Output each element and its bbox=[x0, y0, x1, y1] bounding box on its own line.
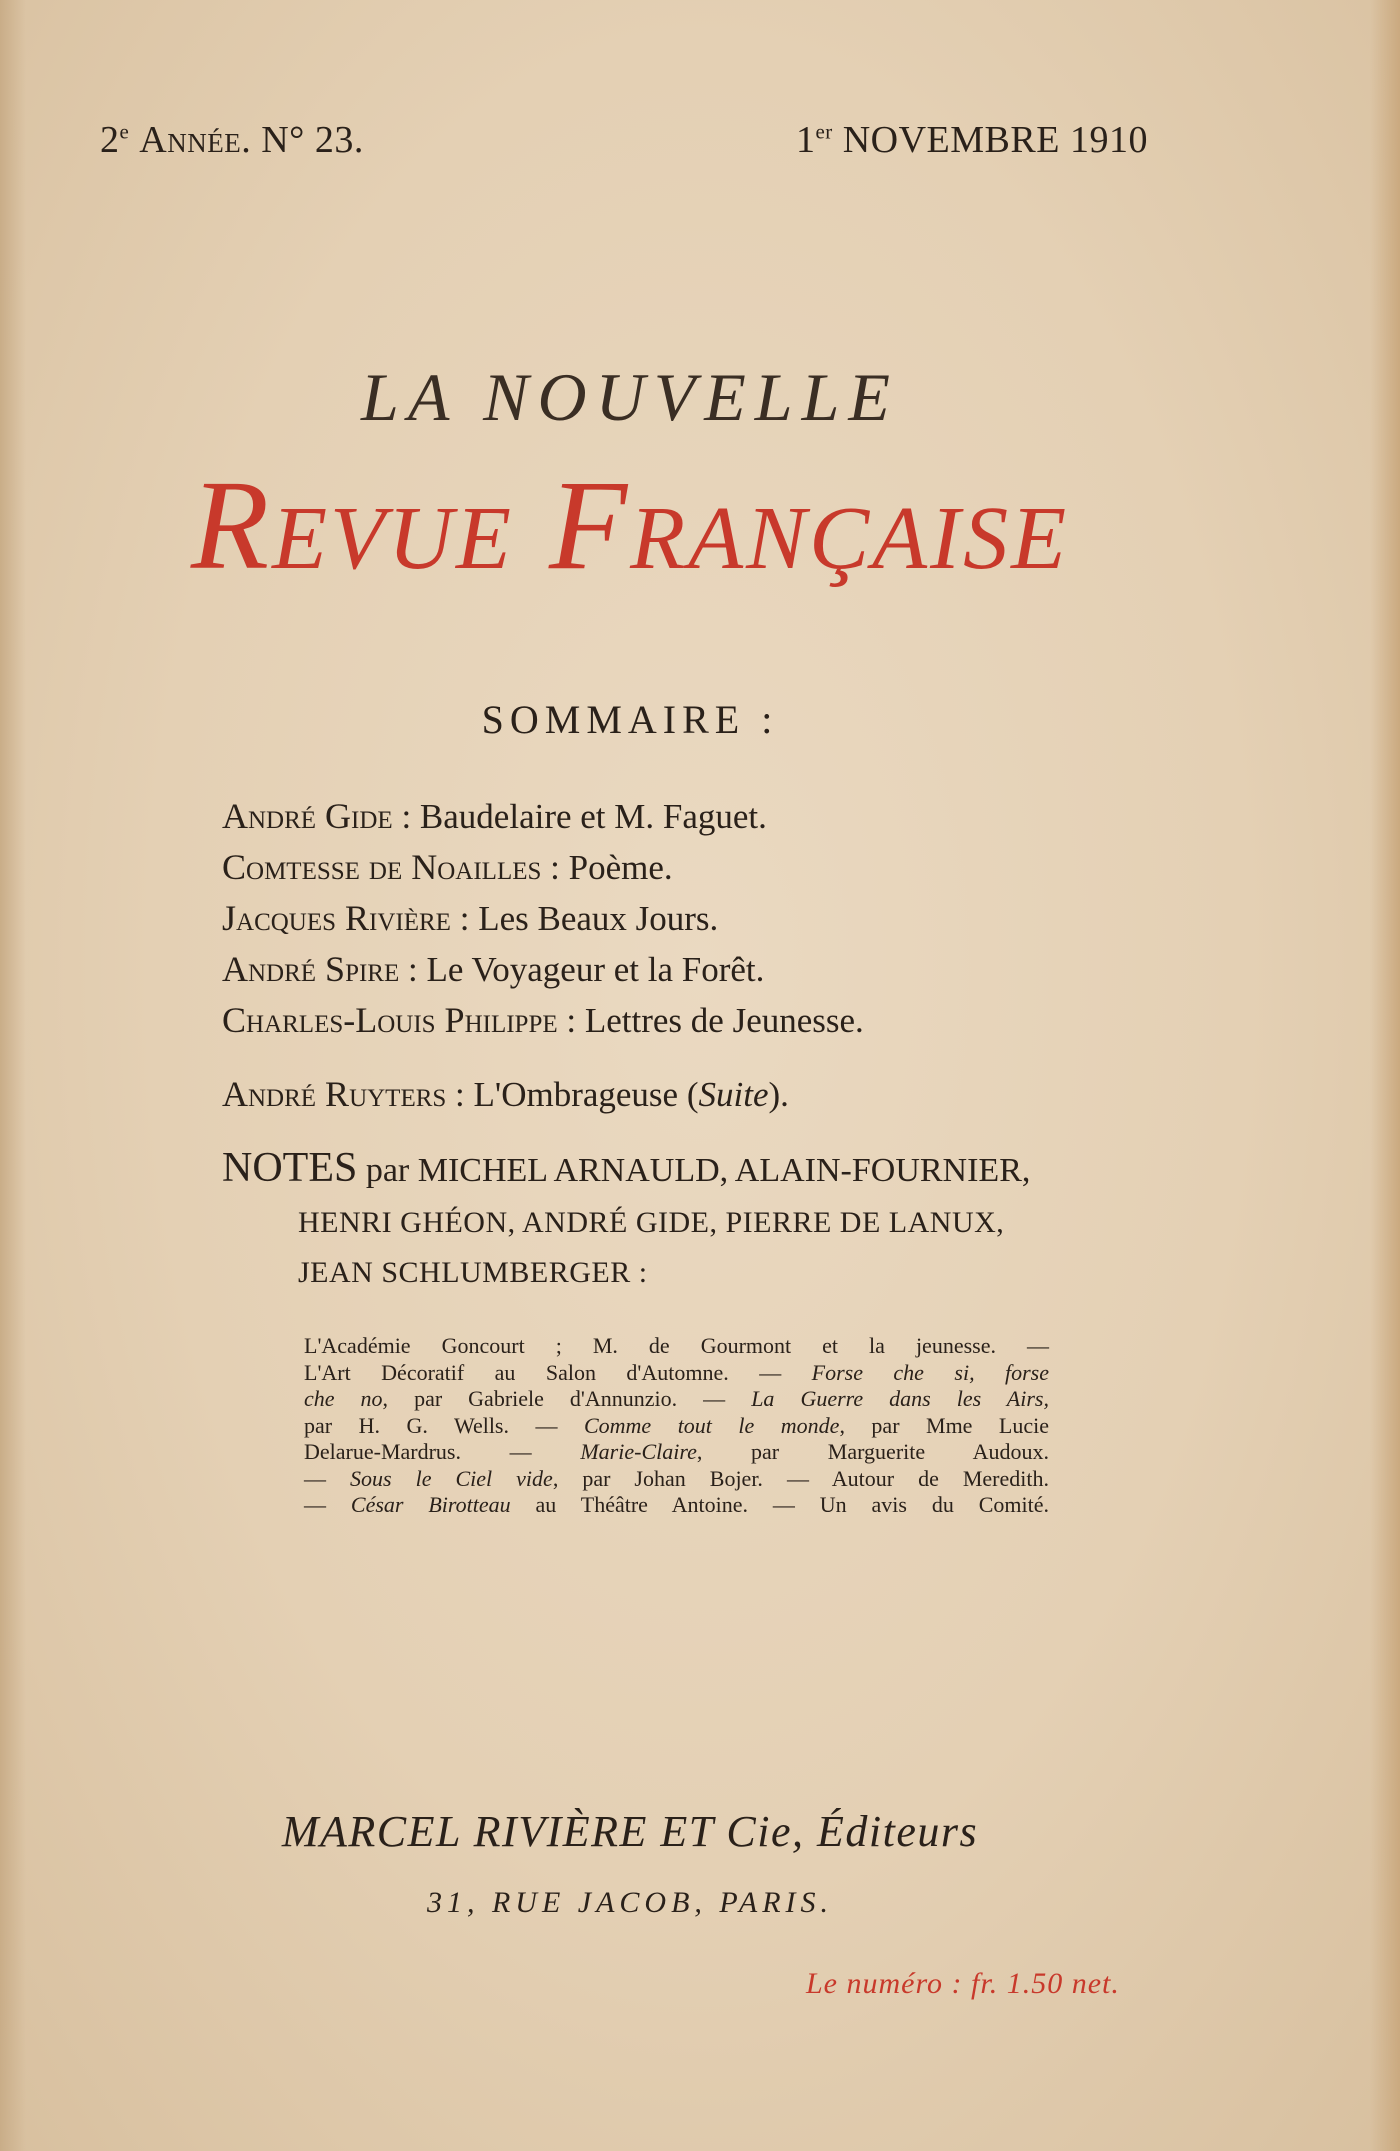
issue-date bbox=[796, 118, 1148, 162]
toc-work: : Poème. bbox=[550, 848, 673, 887]
year-word: Année. bbox=[139, 119, 252, 161]
year-superscript: e bbox=[119, 119, 130, 144]
toc-author: Charles-Louis Philippe bbox=[222, 1000, 558, 1040]
publisher-address: 31, RUE JACOB, PARIS. bbox=[426, 1886, 834, 1919]
publisher-name: MARCEL RIVIÈRE ET Cie, Éditeurs bbox=[281, 1807, 979, 1856]
notes-label: NOTES bbox=[222, 1145, 358, 1191]
notes-contents bbox=[304, 1333, 1049, 1519]
toc-author: André Ruyters bbox=[222, 1074, 447, 1114]
toc-item[interactable] bbox=[222, 795, 767, 837]
toc-work: : Baudelaire et M. Faguet. bbox=[401, 797, 767, 836]
title-line-1: LA NOUVELLE bbox=[361, 359, 899, 435]
toc-author: Jacques Rivière bbox=[222, 898, 451, 938]
toc-item[interactable] bbox=[222, 999, 864, 1041]
toc-item[interactable] bbox=[222, 948, 764, 990]
notes-heading bbox=[222, 1144, 1030, 1192]
notes-authors-3: JEAN SCHLUMBERGER : bbox=[298, 1256, 648, 1289]
toc-work: : Les Beaux Jours. bbox=[459, 899, 719, 938]
toc-author: André Gide bbox=[222, 796, 393, 836]
notes-authors-1: par MICHEL ARNAULD, ALAIN-FOURNIER, bbox=[365, 1152, 1031, 1189]
date-superscript: er bbox=[815, 119, 833, 144]
toc-item[interactable] bbox=[222, 846, 673, 888]
toc-author: Comtesse de Noailles bbox=[222, 847, 542, 887]
sommaire-heading: SOMMAIRE : bbox=[481, 697, 779, 742]
notes-line: L'Art Décoratif au Salon d'Automne. — Forse che si, forse bbox=[304, 1359, 1050, 1385]
date-day: 1 bbox=[796, 119, 816, 161]
date-month-year: NOVEMBRE 1910 bbox=[842, 119, 1148, 161]
toc-author: André Spire bbox=[222, 949, 400, 989]
toc-work: : L'Ombrageuse (Suite). bbox=[455, 1075, 789, 1114]
notes-line: L'Académie Goncourt ; M. de Gourmont et la jeunesse. — bbox=[304, 1333, 1049, 1358]
toc-item[interactable] bbox=[222, 1073, 789, 1115]
year-number: 2 bbox=[100, 119, 120, 161]
notes-line: Delarue-Mardrus. — Marie-Claire, par Marguerite Audoux. bbox=[304, 1439, 1049, 1464]
toc-work: : Lettres de Jeunesse. bbox=[566, 1001, 864, 1040]
notes-line: — Sous le Ciel vide, par Johan Bojer. — Autour de Meredith. bbox=[304, 1465, 1050, 1491]
volume-issue bbox=[100, 118, 364, 162]
title-line-2: Revue Française bbox=[190, 454, 1070, 596]
notes-line: che no, par Gabriele d'Annunzio. — La Guerre dans les Airs, bbox=[304, 1386, 1049, 1411]
issue-number: N° 23. bbox=[261, 119, 364, 161]
toc-work: : Le Voyageur et la Forêt. bbox=[408, 950, 765, 989]
paper-edge-right bbox=[1370, 0, 1400, 2151]
notes-line: par H. G. Wells. — Comme tout le monde, par Mme Lucie bbox=[304, 1412, 1050, 1438]
toc-item[interactable] bbox=[222, 897, 718, 939]
notes-line: — César Birotteau au Théâtre Antoine. — Un avis du Comité. bbox=[304, 1492, 1049, 1517]
price-label: Le numéro : fr. 1.50 net. bbox=[806, 1967, 1120, 2000]
notes-authors-2: HENRI GHÉON, ANDRÉ GIDE, PIERRE DE LANUX, bbox=[298, 1206, 1005, 1239]
